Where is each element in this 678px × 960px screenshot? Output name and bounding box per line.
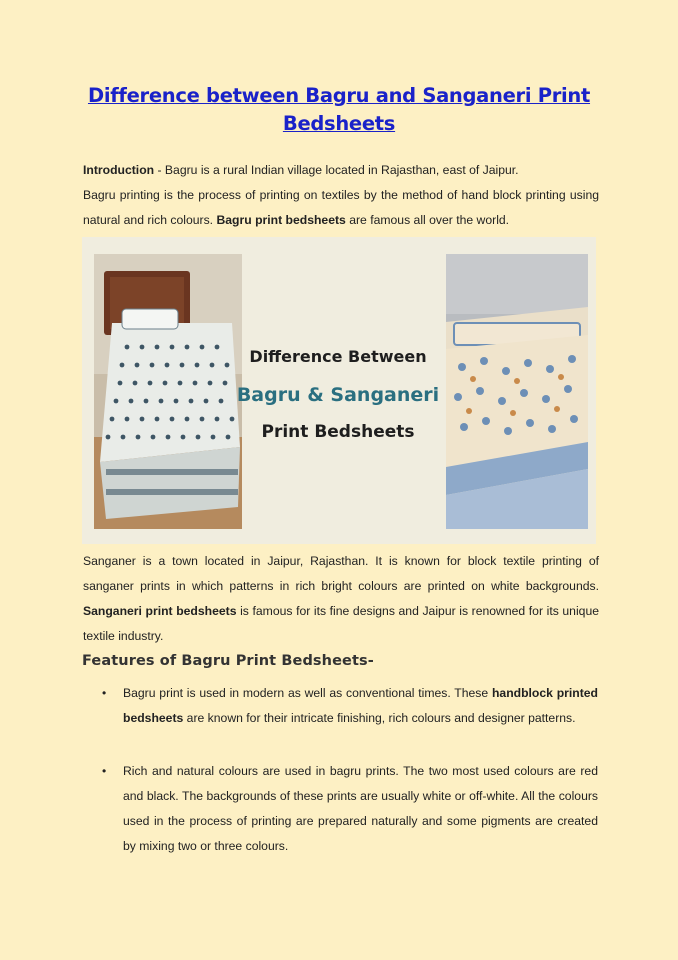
hero-image — [82, 237, 596, 544]
features-list-2 — [82, 759, 598, 859]
features-heading: Features of Bagru Print Bedsheets- — [82, 653, 374, 669]
intro-line2a: Bagru printing is the process of printing on textiles by the method of hand block printing using natural and rich colours. — [83, 188, 599, 227]
sanganer-text-1: Sanganer is a town located in Jaipur, Rajasthan. It is known for block textile printing of sanganer prints in which patterns in rich bright colours are printed on white backgrounds. — [83, 554, 599, 593]
sanganeri-bed-photo — [446, 254, 588, 529]
bullet2-text: Rich and natural colours are used in bagru prints. The two most used colours are red and black. The backgrounds of these prints are usually white or off-white. All the colours used in the process of printing are prepared naturally and some pigments are created by mixing two or three colours. — [123, 764, 598, 853]
intro-label: Introduction — [83, 163, 155, 177]
hero-line-3: Print Bedsheets — [261, 422, 415, 442]
hero-line-2: Bagru & Sanganeri — [236, 384, 440, 406]
list-item — [82, 681, 598, 731]
list-item — [82, 759, 598, 859]
sanganer-text-2: is famous for its fine designs and Jaipur is renowned for its unique textile industry. — [83, 604, 599, 643]
features-list — [82, 681, 598, 731]
intro-paragraph — [83, 158, 599, 233]
hero-line-1: Difference Between — [249, 347, 427, 366]
bullet-dot: • — [102, 764, 107, 778]
bullet-dot: • — [102, 686, 107, 700]
sanganer-paragraph — [83, 549, 599, 649]
bullet1-text-a: Bagru print is used in modern as well as conventional times. These — [123, 686, 492, 700]
intro-line2c: are famous all over the world. — [345, 213, 510, 227]
bullet1-text-c: are known for their intricate finishing, rich colours and designer patterns. — [183, 711, 576, 725]
bagru-bed-photo — [94, 254, 242, 529]
page-title[interactable]: Difference between Bagru and Sanganeri Print Bedsheets — [87, 84, 591, 135]
intro-line1: - Bagru is a rural Indian village located in Rajasthan, east of Jaipur. — [154, 163, 519, 177]
sanganer-bold-term: Sanganeri print bedsheets — [83, 604, 237, 618]
intro-bold-term: Bagru print bedsheets — [216, 213, 346, 227]
bullet1-bold-term: handblock printed bedsheets — [123, 686, 598, 725]
